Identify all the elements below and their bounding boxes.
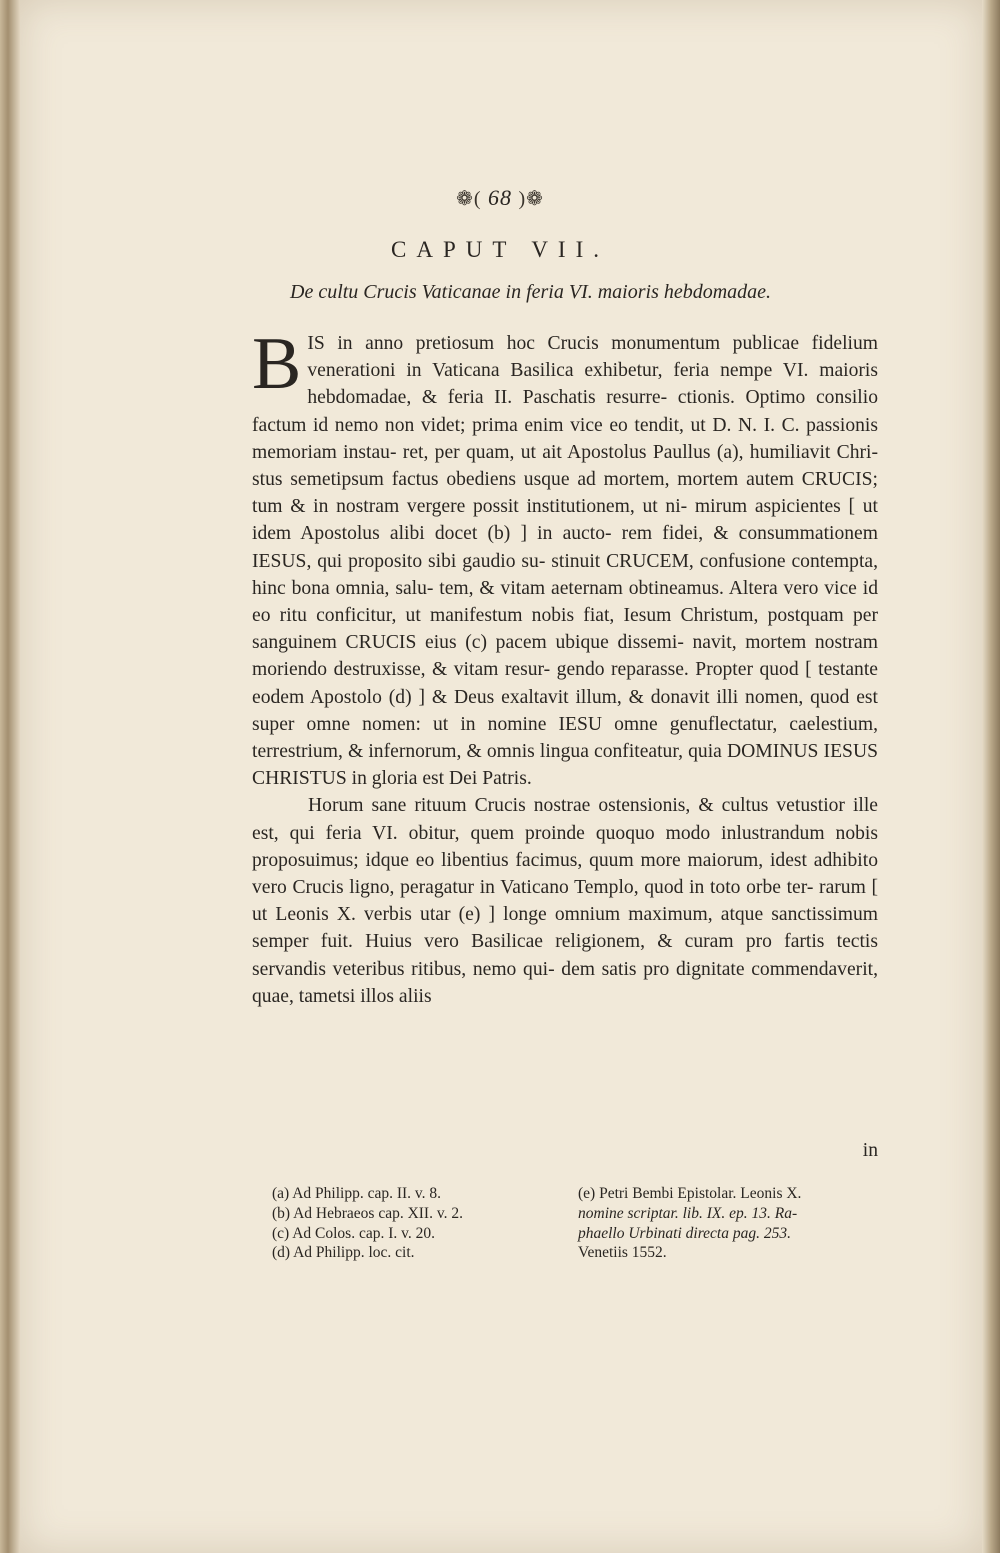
running-header <box>0 185 1000 211</box>
footnote-b: (b) Ad Hebraeos cap. XII. v. 2. <box>272 1204 463 1222</box>
footnotes-right <box>578 1184 878 1263</box>
footnote-e-line-3: phaello Urbinati directa pag. 253. <box>578 1224 791 1242</box>
chapter-subtitle: De cultu Crucis Vaticanae in feria VI. maioris hebdomadae. <box>290 281 772 303</box>
footnote-a: (a) Ad Philipp. cap. II. v. 8. <box>272 1185 442 1202</box>
paragraph-1-text: IS in anno pretiosum hoc Crucis monumentum publicae fidelium venerationi in Vaticana Basilica exhibetur, feria nempe VI. maioris hebdomadae, & feria II. Paschatis resurre- ctionis. Optimo consilio factum id nemo non videt; prima enim vice eo tendit, ut D. N. I. C. passionis memoriam instau- ret, per quam, ut ait Apostolus Paullus (a), humiliavit Chri- stus semetipsum factus obediens usque ad mortem, mortem autem CRUCIS; tum & in nostram vergere possit institutionem, ut ni- mirum aspicientes [ ut idem Apostolus alibi docet (b) ] in aucto- rem fidei, & consummationem IESUS, qui proposito sibi gaudio su- stinuit CRUCEM, confusione contempta, hinc bona omnia, salu- tem, & vitam aeternam obtineamus. Altera vero vice id eo ritu conficitur, ut manifestum nobis fiat, Iesum Christum, postquam per sanguinem CRUCIS eius (c) pacem ubique dissemi- navit, mortem nostram moriendo destruxisse, & vitam resur- gendo reparasse. Propter quod [ testante eodem Apostolo (d) ] & Deus exaltavit illum, & donavit illi nomen, quod est super omne nomen: ut in nomine IESU omne genuflectatur, caelestium, terrestrium, & infernorum, & omnis lingua confiteatur, quia DOMINUS IESUS CHRISTUS in gloria est Dei Patris. <box>252 333 878 790</box>
ornament-right-icon: )❁ <box>518 188 544 210</box>
binding-gutter <box>0 0 20 1553</box>
page-edge <box>982 0 1000 1553</box>
page-number: 68 <box>488 185 512 210</box>
footnote-e-line-1: (e) Petri Bembi Epistolar. Leonis X. <box>578 1185 802 1202</box>
paragraph-1 <box>252 323 878 792</box>
main-text <box>252 323 878 1010</box>
paragraph-2: Horum sane rituum Crucis nostrae ostensionis, & cultus vetustior ille est, qui feria VI. obitur, quem proinde quoquo modo inlustrandum nobis proposuimus; idque eo libentius facimus, quum more maiorum, idest adhibito vero Crucis ligno, peragatur in Vaticano Templo, quod in toto orbe ter- rarum [ ut Leonis X. verbis utar (e) ] longe omnium maximum, atque sanctissimum semper fuit. Huius vero Basilicae religionem, & curam pro fartis tectis servandis veteribus ritibus, nemo qui- dem satis pro dignitate commendaverit, quae, tametsi illos aliis <box>252 795 878 1007</box>
drop-cap: B <box>252 323 302 405</box>
chapter-title: CAPUT VII. <box>391 237 609 262</box>
footnote-d: (d) Ad Philipp. loc. cit. <box>272 1244 415 1262</box>
catchword: in <box>862 1140 878 1161</box>
footnote-e-line-4: Venetiis 1552. <box>578 1244 667 1262</box>
footnote-c: (c) Ad Colos. cap. I. v. 20. <box>272 1224 436 1242</box>
footnotes-left <box>272 1184 542 1263</box>
footnote-e-line-2: nomine scriptar. lib. IX. ep. 13. Ra- <box>578 1204 798 1222</box>
ornament-left-icon: ❁( <box>456 188 482 210</box>
